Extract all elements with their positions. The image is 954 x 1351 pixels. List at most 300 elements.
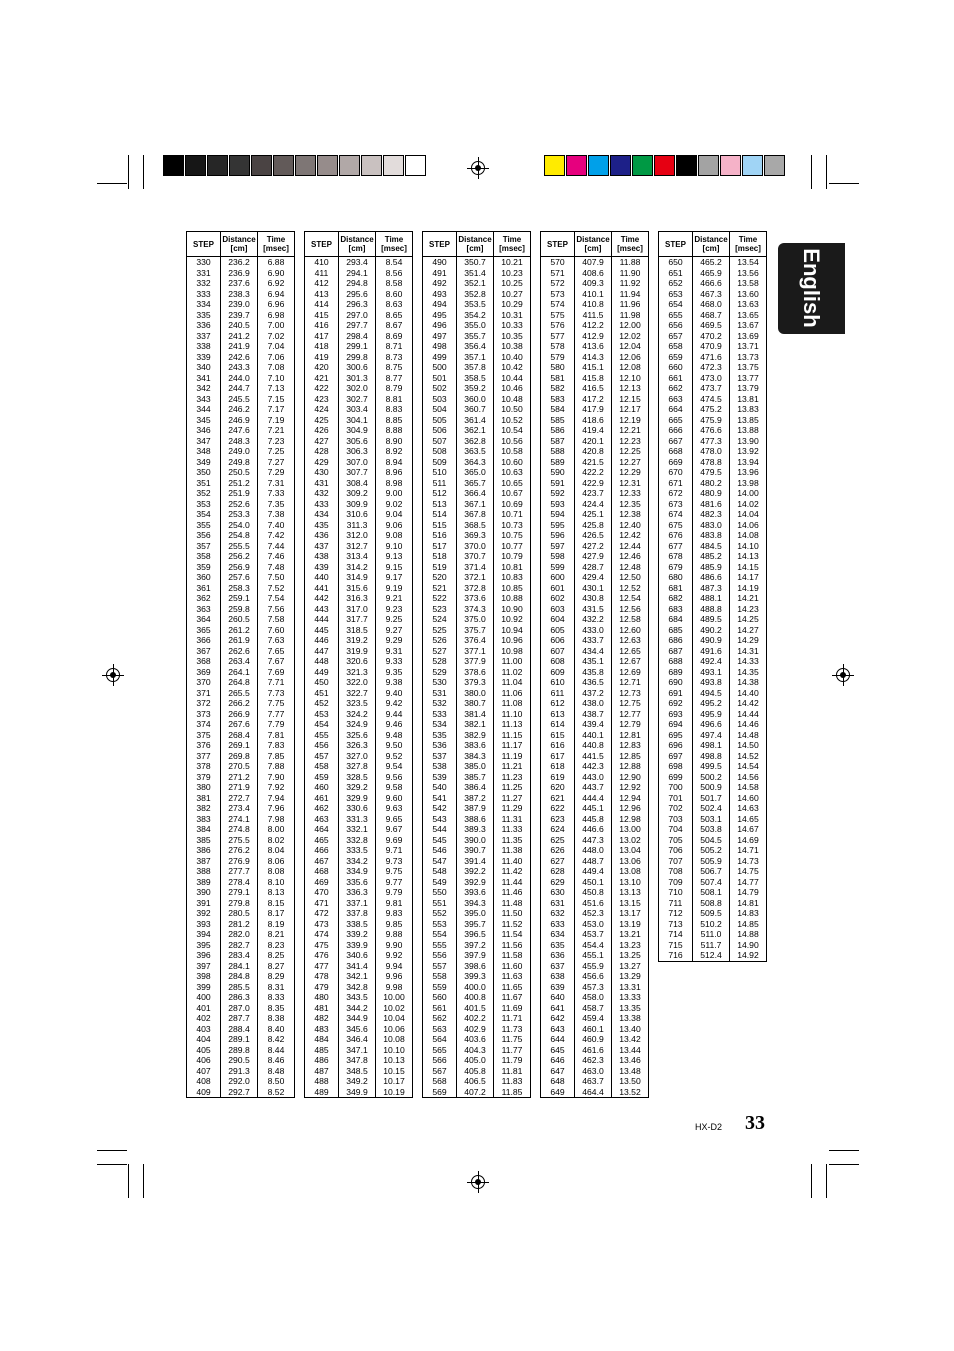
step-cell: 672 [668,488,683,498]
step-cell: 499 [432,351,447,362]
distance-cell: 409.3 [582,278,604,288]
step-cell: 331 [196,267,211,278]
time-cell: 14.15 [737,561,759,572]
time-column [612,257,648,1097]
step-cell: 335 [196,309,211,320]
step-cell: 637 [550,960,565,971]
time-cell: 9.23 [385,603,403,614]
step-cell: 522 [432,593,447,603]
time-cell: 14.06 [737,519,759,530]
distance-cell: 364.3 [464,456,486,467]
distance-cell: 285.5 [228,981,250,992]
time-cell: 13.77 [737,372,759,383]
step-cell: 370 [196,677,211,687]
time-cell: 7.40 [267,519,285,530]
distance-cell: 327.8 [346,761,368,771]
distance-cell: 242.6 [228,351,250,362]
color-swatch [654,155,675,176]
time-cell: 14.46 [737,719,759,729]
distance-cell: 264.8 [228,677,250,687]
distance-cell: 443.0 [582,771,604,782]
step-cell: 639 [550,981,565,992]
time-cell: 8.23 [267,939,285,950]
distance-cell: 323.5 [346,698,368,708]
step-cell: 655 [668,309,683,320]
time-cell: 8.92 [385,446,403,456]
step-cell: 636 [550,950,565,960]
language-tab [778,243,845,334]
distance-cell: 463.0 [582,1065,604,1076]
step-cell: 490 [432,257,447,267]
step-cell: 575 [550,309,565,320]
distance-cell: 299.8 [346,351,368,362]
distance-cell: 473.7 [700,383,722,393]
distance-cell: 508.1 [700,887,722,897]
time-cell: 7.23 [267,435,285,446]
distance-cell: 314.2 [346,561,368,572]
step-cell: 549 [432,876,447,887]
time-cell: 7.75 [267,698,285,708]
step-cell: 362 [196,593,211,603]
time-cell: 13.58 [737,278,759,288]
step-cell: 527 [432,645,447,656]
distance-cell: 455.1 [582,950,604,960]
distance-cell: 423.7 [582,488,604,498]
step-cell: 684 [668,614,683,624]
distance-cell: 354.2 [464,309,486,320]
distance-cell: 426.5 [582,530,604,540]
time-cell: 8.31 [267,981,285,992]
time-cell: 14.19 [737,582,759,593]
time-cell: 12.08 [619,362,641,372]
time-cell: 7.52 [267,582,285,593]
distance-cell: 264.1 [228,666,250,677]
distance-cell: 342.8 [346,981,368,992]
distance-cell: 337.8 [346,908,368,918]
time-cell: 9.83 [385,908,403,918]
distance-cell: 244.0 [228,372,250,383]
time-cell: 14.10 [737,540,759,551]
distance-cell: 505.9 [700,855,722,866]
step-cell: 541 [432,792,447,803]
time-cell: 12.38 [619,509,641,519]
step-cell: 602 [550,593,565,603]
time-cell: 12.54 [619,593,641,603]
time-cell: 14.00 [737,488,759,498]
step-cell: 367 [196,645,211,656]
gray-swatch [163,155,184,176]
header-step: STEP [541,232,575,256]
distance-cell: 361.4 [464,414,486,425]
distance-cell: 271.2 [228,771,250,782]
step-cell: 647 [550,1065,565,1076]
distance-cell: 480.9 [700,488,722,498]
time-cell: 9.48 [385,729,403,740]
distance-cell: 289.8 [228,1044,250,1055]
distance-cell: 342.1 [346,971,368,981]
time-cell: 8.65 [385,309,403,320]
time-cell: 9.88 [385,929,403,939]
distance-cell: 499.5 [700,761,722,771]
time-cell: 8.48 [267,1065,285,1076]
gray-calibration-bar [163,155,427,176]
distance-cell: 398.6 [464,960,486,971]
distance-cell: 349.9 [346,1086,368,1097]
step-cell: 663 [668,393,683,404]
step-cell: 626 [550,845,565,855]
step-cell: 559 [432,981,447,992]
step-cell: 420 [314,362,329,372]
time-cell: 8.19 [267,918,285,929]
step-cell: 574 [550,299,565,309]
step-cell: 576 [550,320,565,330]
time-cell: 10.52 [501,414,523,425]
distance-cell: 319.2 [346,635,368,645]
distance-cell: 393.6 [464,887,486,897]
time-cell: 8.40 [267,1023,285,1034]
time-cell: 10.27 [501,288,523,299]
step-cell: 417 [314,330,329,341]
distance-cell: 302.0 [346,383,368,393]
time-cell: 11.69 [501,1002,523,1013]
step-cell: 693 [668,708,683,719]
registration-mark-left-icon [106,668,120,682]
step-cell: 631 [550,897,565,908]
distance-cell: 467.3 [700,288,722,299]
step-cell: 468 [314,866,329,876]
step-cell: 458 [314,761,329,771]
step-cell: 430 [314,467,329,477]
distance-cell: 299.1 [346,341,368,351]
distance-cell: 422.9 [582,477,604,488]
time-cell: 12.77 [619,708,641,719]
distance-cell: 283.4 [228,950,250,960]
step-cell: 381 [196,792,211,803]
distance-cell: 280.5 [228,908,250,918]
distance-cell: 446.6 [582,824,604,834]
time-cell: 9.50 [385,740,403,750]
distance-cell: 325.6 [346,729,368,740]
time-cell: 10.67 [501,488,523,498]
time-cell: 9.46 [385,719,403,729]
step-cell: 551 [432,897,447,908]
time-cell: 13.92 [737,446,759,456]
time-cell: 7.27 [267,456,285,467]
time-cell: 12.46 [619,551,641,561]
distance-cell: 459.4 [582,1013,604,1023]
step-cell: 645 [550,1044,565,1055]
distance-cell: 266.2 [228,698,250,708]
time-cell: 11.04 [501,677,523,687]
distance-cell: 421.5 [582,456,604,467]
step-cell: 388 [196,866,211,876]
step-cell: 593 [550,498,565,509]
step-cell: 713 [668,918,683,929]
step-cell: 487 [314,1065,329,1076]
distance-cell: 404.3 [464,1044,486,1055]
step-column [541,257,575,1097]
step-cell: 452 [314,698,329,708]
time-cell: 12.25 [619,446,641,456]
time-cell: 9.81 [385,897,403,908]
time-cell: 8.98 [385,477,403,488]
step-cell: 532 [432,698,447,708]
distance-cell: 470.2 [700,330,722,341]
step-cell: 457 [314,750,329,761]
distance-cell: 324.2 [346,708,368,719]
distance-cell: 241.9 [228,341,250,351]
distance-cell: 475.2 [700,404,722,414]
distance-cell: 295.6 [346,288,368,299]
distance-cell: 352.1 [464,278,486,288]
step-cell: 514 [432,509,447,519]
distance-cell: 448.0 [582,845,604,855]
distance-cell: 349.2 [346,1076,368,1086]
time-cell: 10.25 [501,278,523,288]
distance-cell: 430.8 [582,593,604,603]
distance-cell: 484.5 [700,540,722,551]
time-cell: 12.00 [619,320,641,330]
distance-cell: 244.7 [228,383,250,393]
time-cell: 14.54 [737,761,759,771]
distance-cell: 277.7 [228,866,250,876]
time-cell: 14.69 [737,834,759,845]
distance-cell: 452.3 [582,908,604,918]
time-cell: 11.25 [501,782,523,792]
time-cell: 10.58 [501,446,523,456]
distance-cell: 387.9 [464,803,486,813]
distance-cell: 343.5 [346,992,368,1002]
step-cell: 536 [432,740,447,750]
step-cell: 512 [432,488,447,498]
step-cell: 493 [432,288,447,299]
step-cell: 345 [196,414,211,425]
time-cell: 7.92 [267,782,285,792]
distance-cell: 304.1 [346,414,368,425]
step-cell: 699 [668,771,683,782]
color-swatch [588,155,609,176]
step-cell: 563 [432,1023,447,1034]
step-cell: 528 [432,656,447,666]
time-cell: 8.58 [385,278,403,288]
step-cell: 555 [432,939,447,950]
step-cell: 617 [550,750,565,761]
distance-cell: 410.8 [582,299,604,309]
distance-cell: 468.7 [700,309,722,320]
step-cell: 347 [196,435,211,446]
step-cell: 462 [314,803,329,813]
distance-cell: 403.6 [464,1034,486,1044]
step-cell: 372 [196,698,211,708]
step-cell: 550 [432,887,447,897]
distance-cell: 506.7 [700,866,722,876]
time-cell: 6.88 [267,257,285,267]
distance-cell: 390.0 [464,834,486,845]
time-cell: 8.04 [267,845,285,855]
step-cell: 470 [314,887,329,897]
distance-cell: 492.4 [700,656,722,666]
step-cell: 448 [314,656,329,666]
step-cell: 545 [432,834,447,845]
step-cell: 421 [314,372,329,383]
distance-cell: 501.7 [700,792,722,803]
time-cell: 10.44 [501,372,523,383]
step-cell: 660 [668,362,683,372]
time-cell: 13.75 [737,362,759,372]
distance-cell: 436.5 [582,677,604,687]
distance-cell: 474.5 [700,393,722,404]
time-cell: 8.63 [385,299,403,309]
time-cell: 9.96 [385,971,403,981]
step-cell: 454 [314,719,329,729]
step-cell: 529 [432,666,447,677]
distance-cell: 481.6 [700,498,722,509]
time-cell: 13.79 [737,383,759,393]
distance-cell: 491.6 [700,645,722,656]
step-cell: 694 [668,719,683,729]
time-cell: 13.02 [619,834,641,845]
distance-cell: 335.6 [346,876,368,887]
time-cell: 7.54 [267,593,285,603]
step-cell: 650 [668,257,683,267]
step-cell: 657 [668,330,683,341]
color-swatch [742,155,763,176]
distance-cell: 454.4 [582,939,604,950]
time-cell: 7.50 [267,572,285,582]
step-cell: 533 [432,708,447,719]
step-cell: 424 [314,404,329,414]
step-cell: 459 [314,771,329,782]
distance-cell: 312.7 [346,540,368,551]
step-cell: 503 [432,393,447,404]
step-cell: 429 [314,456,329,467]
distance-cell: 322.7 [346,687,368,698]
distance-cell: 322.0 [346,677,368,687]
time-cell: 10.98 [501,645,523,656]
time-cell: 11.50 [501,908,523,918]
step-cell: 508 [432,446,447,456]
step-cell: 519 [432,561,447,572]
distance-cell: 286.3 [228,992,250,1002]
distance-cell: 406.5 [464,1076,486,1086]
step-cell: 423 [314,393,329,404]
step-cell: 680 [668,572,683,582]
time-cell: 9.29 [385,635,403,645]
distance-cell: 251.2 [228,477,250,488]
step-cell: 357 [196,540,211,551]
step-cell: 432 [314,488,329,498]
distance-cell: 347.8 [346,1055,368,1065]
distance-cell: 321.3 [346,666,368,677]
step-table [304,231,413,1098]
time-cell: 12.02 [619,330,641,341]
distance-cell: 435.8 [582,666,604,677]
time-cell: 14.44 [737,708,759,719]
time-cell: 7.33 [267,488,285,498]
step-cell: 500 [432,362,447,372]
distance-cell: 395.0 [464,908,486,918]
header-time: Time [msec] [381,235,407,253]
step-cell: 679 [668,561,683,572]
distance-cell: 469.5 [700,320,722,330]
step-cell: 383 [196,813,211,824]
time-cell: 14.17 [737,572,759,582]
time-cell: 13.56 [737,267,759,278]
time-cell: 13.38 [619,1013,641,1023]
distance-cell: 431.5 [582,603,604,614]
time-cell: 12.58 [619,614,641,624]
distance-cell: 288.4 [228,1023,250,1034]
distance-cell: 376.4 [464,635,486,645]
distance-cell: 291.3 [228,1065,250,1076]
time-cell: 12.33 [619,488,641,498]
step-cell: 689 [668,666,683,677]
distance-cell: 309.9 [346,498,368,509]
time-cell: 10.04 [383,1013,405,1023]
header-step: STEP [305,232,339,256]
gray-swatch [207,155,228,176]
time-cell: 9.58 [385,782,403,792]
time-cell: 9.31 [385,645,403,656]
step-cell: 525 [432,624,447,635]
distance-cell: 294.8 [346,278,368,288]
step-cell: 661 [668,372,683,383]
time-cell: 13.44 [619,1044,641,1055]
step-cell: 455 [314,729,329,740]
time-cell: 14.73 [737,855,759,866]
distance-cell: 412.9 [582,330,604,341]
step-cell: 607 [550,645,565,656]
time-cell: 12.19 [619,414,641,425]
distance-cell: 391.4 [464,855,486,866]
time-cell: 7.88 [267,761,285,771]
step-cell: 392 [196,908,211,918]
time-cell: 10.73 [501,519,523,530]
step-table [658,231,767,962]
step-cell: 583 [550,393,565,404]
step-cell: 625 [550,834,565,845]
time-cell: 8.77 [385,372,403,383]
step-cell: 436 [314,530,329,540]
distance-cell: 287.0 [228,1002,250,1013]
distance-cell: 292.7 [228,1086,250,1097]
distance-cell: 239.7 [228,309,250,320]
step-table [422,231,531,1098]
distance-cell: 445.1 [582,803,604,813]
time-cell: 8.71 [385,341,403,351]
time-cell: 13.10 [619,876,641,887]
step-cell: 709 [668,876,683,887]
time-cell: 14.65 [737,813,759,824]
time-cell: 9.33 [385,656,403,666]
distance-cell: 328.5 [346,771,368,782]
distance-cell: 411.5 [582,309,604,320]
distance-cell: 397.9 [464,950,486,960]
time-cell: 10.56 [501,435,523,446]
distance-cell: 370.7 [464,551,486,561]
distance-cell: 448.7 [582,855,604,866]
time-cell: 8.75 [385,362,403,372]
distance-cell: 473.0 [700,372,722,383]
step-cell: 568 [432,1076,447,1086]
distance-cell: 282.0 [228,929,250,939]
distance-cell: 340.6 [346,950,368,960]
time-cell: 10.75 [501,530,523,540]
distance-cell: 302.7 [346,393,368,404]
step-cell: 606 [550,635,565,645]
distance-cell: 464.4 [582,1086,604,1097]
distance-cell: 289.1 [228,1034,250,1044]
